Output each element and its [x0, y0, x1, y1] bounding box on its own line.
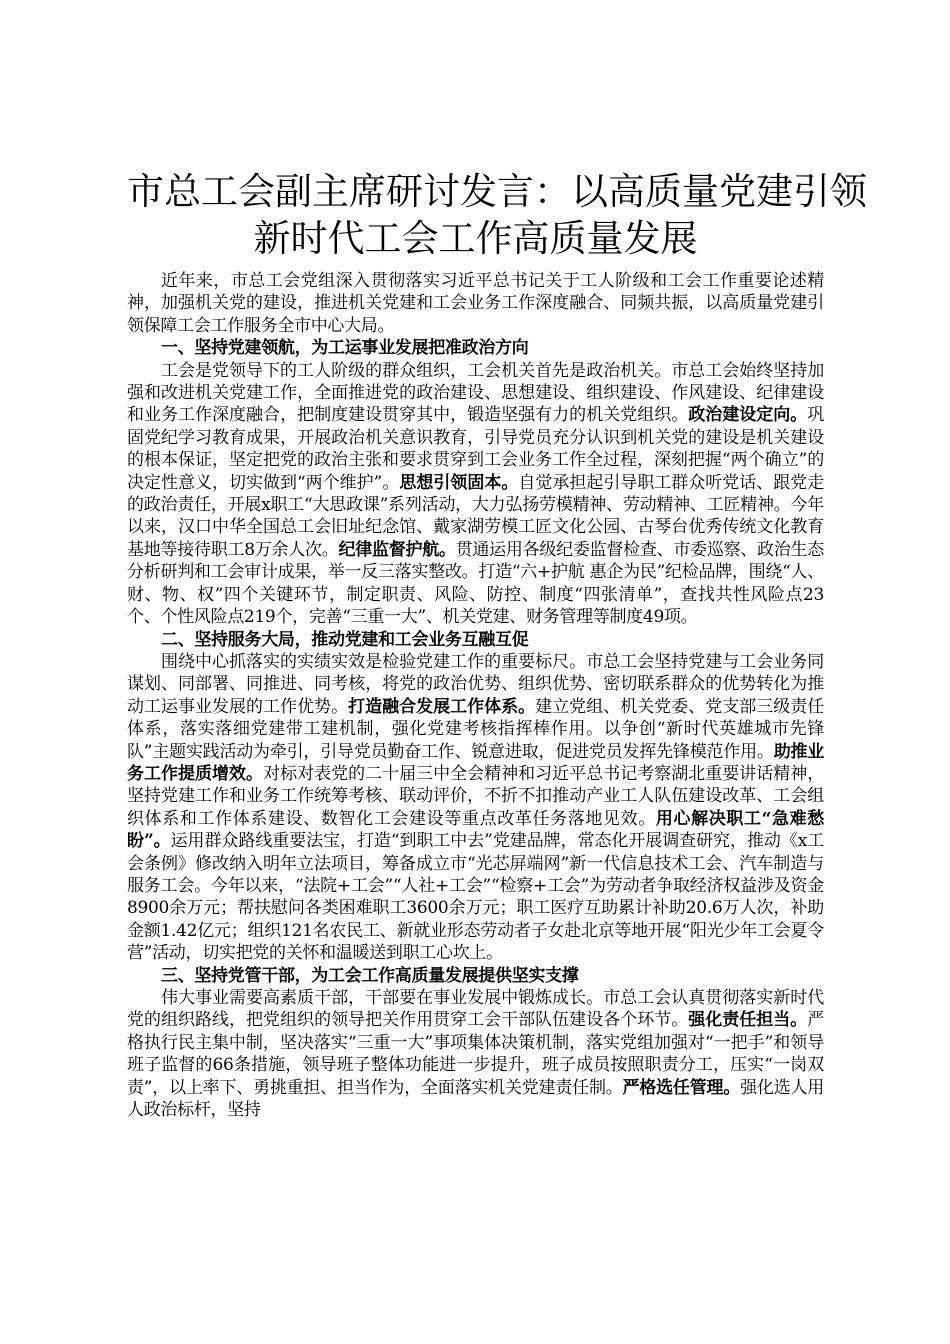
section-2-bold-2: 助推业务工作提质增效。	[127, 741, 824, 784]
section-2-paragraph	[127, 651, 824, 965]
title-line-1: 市总工会副主席研讨发言：以高质量党建引领	[127, 170, 867, 213]
section-2-text-2: 建立党组、机关党委、党支部三级责任体系，落实落细党建带工建机制，强化党建考核指挥棒作用。以争创“新时代英雄城市先锋队”主题实践活动为牵引，引导党员勤奋工作、锐意进取，促进党员发挥先锋模范作用。	[127, 696, 824, 762]
section-2-bold-1: 打造融合发展工作体系。	[348, 696, 536, 717]
title-line-2: 新时代工会工作高质量发展	[253, 217, 698, 260]
section-3-bold-1: 强化责任担当。	[688, 1010, 808, 1031]
section-1-text-2: 巩固党纪学习教育成果，开展政治机关意识教育，引导党员充分认识到机关党的建设是机关建设的根本保证，坚定把党的政治主张和要求贯穿到工会业务工作全过程，深刻把握“两个确立”的决定性意义，切实做到“两个维护”。	[127, 405, 824, 493]
section-2-heading: 二、坚持服务大局，推动党建和工会业务互融互促	[161, 629, 529, 650]
section-1-paragraph	[127, 360, 824, 629]
section-1-heading: 一、坚持党建领航，为工运事业发展把准政治方向	[161, 338, 529, 359]
document-page	[127, 168, 867, 1121]
intro-paragraph: 近年来，市总工会党组深入贯彻落实习近平总书记关于工人阶级和工会工作重要论述精神，加强机关党的建设，推进机关党建和工会业务工作深度融合、同频共振，以高质量党建引领保障工会工作服务全市中心大局。	[127, 271, 824, 336]
section-2-text-1: 围绕中心抓落实的实绩实效是检验党建工作的重要标尺。市总工会坚持党建与工会业务同谋划、同部署、同推进、同考核，将党的政治优势、组织优势、密切联系群众的优势转化为推动工运事业发展的工作优势。	[127, 651, 824, 717]
section-3-text-3: 强化选人用人政治标杆，坚持	[127, 1077, 825, 1121]
section-2-text-4: 运用群众路线重要法宝，打造“到职工中去”党建品牌，常态化开展调查研究，推动《x工会条例》修改纳入明年立法项目，筹备成立市“光芯屏端网”新一代信息技术工会、汽车制造与服务工会。今年以来，“法院+工会”“人社+工会”“检察+工会”为劳动者争取经济权益涉及资金8900余万元；帮扶慰问各类困难职工3600余万元；职工医疗互助累计补助20.6万人次，补助金额1.42亿元；组织121名农民工、新就业形态劳动者子女赴北京等地开展“阳光少年工会夏令营”活动，切实把党的关怀和温暖送到职工心坎上。	[127, 831, 824, 964]
document-body	[127, 270, 824, 1121]
section-1-text-4: 贯通运用各级纪委监督检查、市委巡察、政治生态分析研判和工会审计成果，举一反三落实整改。打造“六+护航 惠企为民”纪检品牌，围绕“人、财、物、权”四个关键环节，制定职责、风险、防控、制度“四张清单”，查找共性风险点23个、个性风险点219个，完善“三重一大”、机关党建、财务管理等制度49项。	[127, 539, 824, 628]
section-3-heading: 三、坚持党管干部，为工会工作高质量发展提供坚实支撑	[161, 965, 579, 986]
section-3-bold-2: 严格选任管理。	[622, 1077, 741, 1098]
section-3-text-2: 严格执行民主集中制，坚决落实“三重一大”事项集体决策机制，落实党组加强对“一把手”和领导班子监督的66条措施，领导班子整体功能进一步提升，班子成员按照职责分工，压实“一岗双责”，以上率下、勇挑重担、担当作为，全面落实机关党建责任制。	[127, 1010, 824, 1098]
section-2-bold-3: 用心解决职工“急难愁盼”。	[127, 808, 824, 852]
document-title	[127, 168, 867, 262]
section-1-bold-3: 纪律监督护航。	[338, 539, 456, 560]
section-1-text-3: 自觉承担起引导职工群众听党话、跟党走的政治责任，开展x职工“大思政课”系列活动，大力弘扬劳模精神、劳动精神、工匠精神。今年以来，汉口中华全国总工会旧址纪念馆、戴家湖劳模工匠文化公园、古琴台优秀传统文化教育基地等接待职工8万余人次。	[127, 472, 824, 560]
section-3-paragraph	[127, 987, 824, 1121]
section-1-bold-2: 思想引领固本。	[399, 472, 519, 493]
section-1-text-1: 工会是党领导下的工人阶级的群众组织，工会机关首先是政治机关。市总工会始终坚持加强和改进机关党建工作，全面推进党的政治建设、思想建设、组织建设、作风建设、纪律建设和业务工作深度融合，把制度建设贯穿其中，锻造坚强有力的机关党组织。	[127, 360, 824, 426]
section-2-text-3: 对标对表党的二十届三中全会精神和习近平总书记考察湖北重要讲话精神，坚持党建工作和业务工作统筹考核、联动评价，不折不扣推动产业工人队伍建设改革、工会组织体系和工作体系建设、数智化工会建设等重点改革任务落地见效。	[127, 763, 824, 829]
section-1-bold-1: 政治建设定向。	[688, 405, 808, 426]
section-3-text-1: 伟大事业需要高素质干部，干部要在事业发展中锻炼成长。市总工会认真贯彻落实新时代党的组织路线，把党组织的领导把关作用贯穿工会干部队伍建设各个环节。	[127, 988, 824, 1031]
